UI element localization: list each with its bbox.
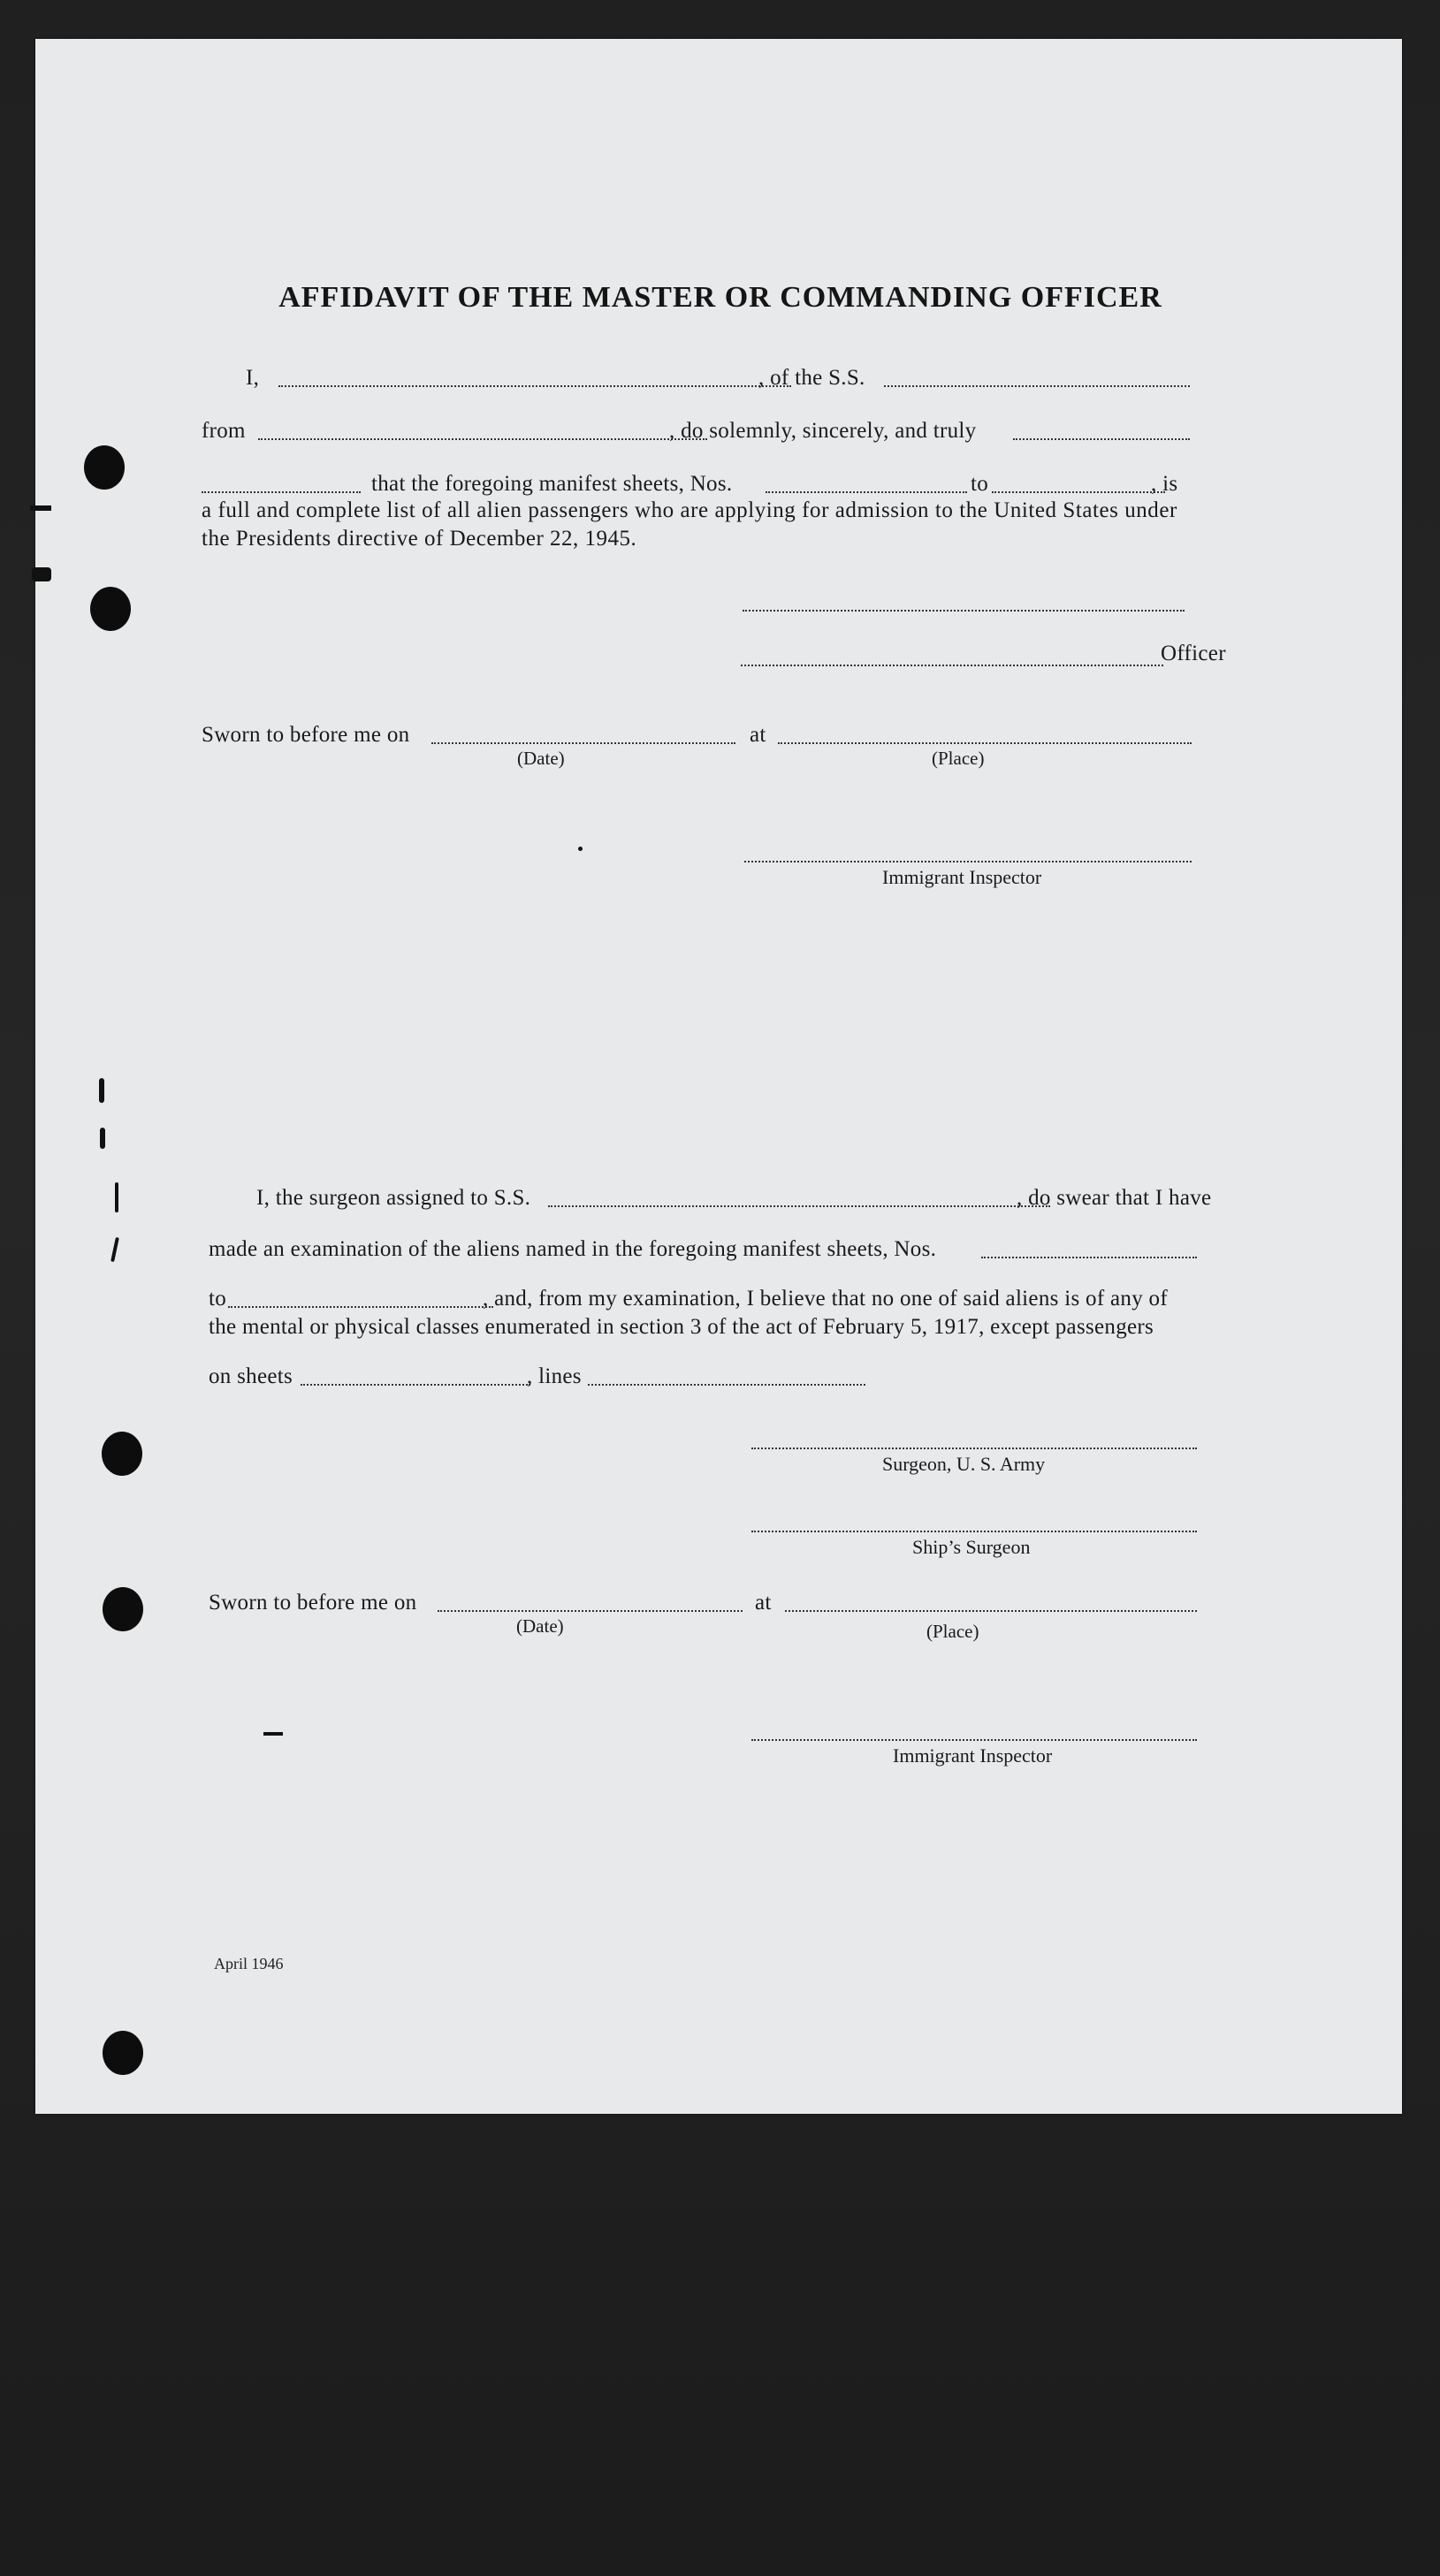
master-place-caption: (Place) [932,748,985,769]
ship-name-field[interactable] [884,385,1190,387]
punch-hole [90,587,131,631]
surgeon-inspector-caption: Immigrant Inspector [893,1744,1053,1767]
affidavit-page [35,39,1402,2114]
army-surgeon-caption: Surgeon, U. S. Army [882,1453,1046,1475]
master-sworn-place-field[interactable] [778,742,1192,744]
margin-mark [110,1237,119,1262]
manifest-to-field[interactable] [992,491,1165,493]
surgeon-sworn-at: at [755,1591,772,1615]
surgeon-date-caption: (Date) [516,1615,564,1637]
oath-type-field[interactable] [1013,438,1190,440]
edge-mark [32,567,51,581]
master-line2-mid: , do solemnly, sincerely, and truly [669,419,977,443]
surgeon-line3-end: , and, from my examination, I believe that no one of said aliens is of any of [483,1287,1168,1311]
surgeon-place-caption: (Place) [926,1621,979,1642]
surgeon-ship-field[interactable] [548,1205,1050,1207]
punch-hole [102,1432,142,1476]
margin-mark [99,1078,104,1103]
master-line3-mid: that the foregoing manifest sheets, Nos. [371,472,733,496]
excepted-lines-field[interactable] [588,1384,865,1386]
departure-port-field[interactable] [258,438,707,440]
surgeon-manifest-from-field[interactable] [981,1257,1197,1258]
surgeon-manifest-to-field[interactable] [228,1306,493,1308]
master-date-caption: (Date) [517,748,565,769]
surgeon-line2: made an examination of the aliens named in the foregoing manifest sheets, Nos. [209,1237,937,1261]
punch-hole [103,1587,143,1631]
master-sworn-prefix: Sworn to before me on [202,723,410,747]
margin-mark [100,1128,105,1149]
master-line3-to: to [971,472,989,496]
master-inspector-caption: Immigrant Inspector [882,866,1042,888]
surgeon-line1-prefix: I, the surgeon assigned to S.S. [256,1186,531,1210]
master-line1-ss: , of the S.S. [758,366,865,390]
ships-surgeon-caption: Ship’s Surgeon [912,1536,1031,1558]
surgeon-line5-lines: , lines [527,1364,582,1388]
surgeon-line3-to: to [209,1287,227,1311]
master-line4: a full and complete list of all alien passengers who are applying for admission to the United States under [202,498,1177,522]
excepted-sheets-field[interactable] [301,1384,530,1386]
officer-signature-field-2[interactable] [741,665,1163,666]
surgeon-sworn-place-field[interactable] [785,1610,1197,1612]
master-sworn-at: at [750,723,766,747]
surgeon-sworn-prefix: Sworn to before me on [209,1591,417,1615]
surgeon-line1-end: , do swear that I have [1017,1186,1212,1210]
surgeon-inspector-signature-field[interactable] [751,1739,1197,1741]
master-line1-prefix: I, [246,366,260,390]
stray-mark [263,1732,283,1736]
edge-mark [30,505,51,511]
stray-mark [578,847,583,851]
army-surgeon-signature-field[interactable] [751,1448,1197,1449]
master-inspector-signature-field[interactable] [744,861,1192,862]
surgeon-line4: the mental or physical classes enumerated in section 3 of the act of February 5, 1917, except passengers [209,1315,1154,1339]
master-sworn-date-field[interactable] [431,742,735,744]
master-line3-end: , is [1151,472,1178,496]
master-name-field[interactable] [278,385,791,387]
officer-label: Officer [1161,642,1226,665]
form-date-footer: April 1946 [214,1955,284,1972]
surgeon-line5-sheets: on sheets [209,1364,293,1388]
manifest-from-field[interactable] [766,491,967,493]
punch-hole [84,445,125,490]
ships-surgeon-signature-field[interactable] [751,1531,1197,1532]
master-line2-from: from [202,419,246,443]
surgeon-sworn-date-field[interactable] [438,1610,743,1612]
page-title: AFFIDAVIT OF THE MASTER OR COMMANDING OFFICER [278,281,1162,314]
oath-continuation-field[interactable] [202,491,361,493]
margin-mark [115,1182,118,1212]
officer-signature-field-1[interactable] [743,610,1185,612]
master-line5: the Presidents directive of December 22, 1945. [202,527,637,551]
punch-hole [103,2031,143,2075]
